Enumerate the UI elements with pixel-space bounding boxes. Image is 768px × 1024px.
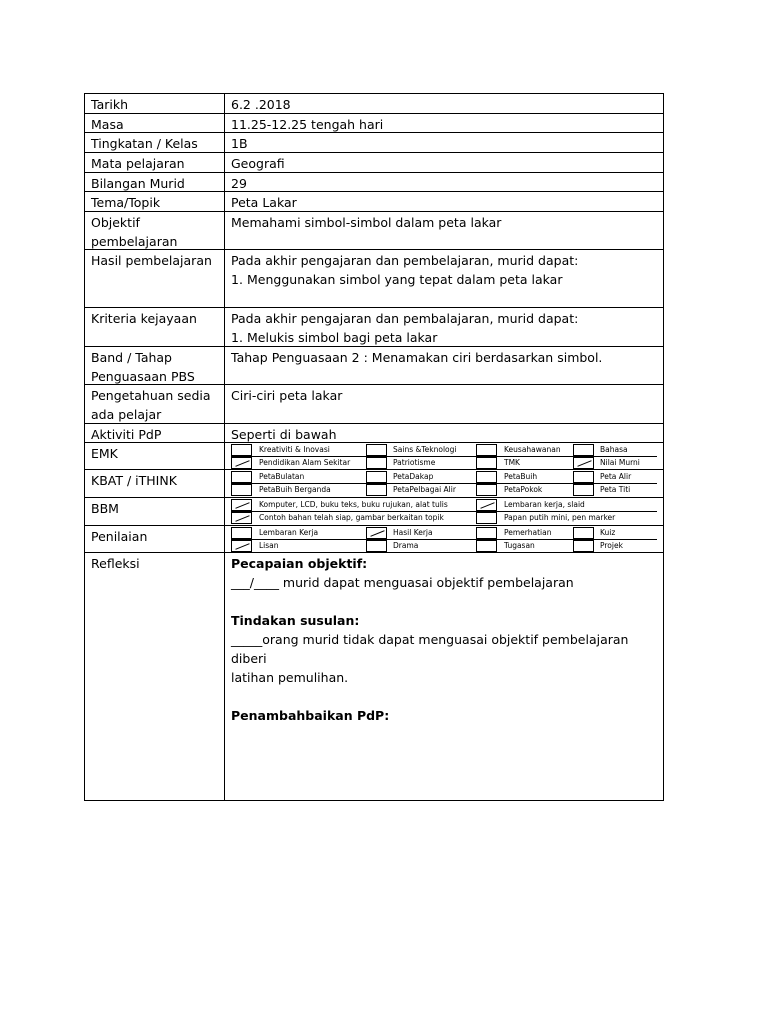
bbm-option-label: Papan putih mini, pen marker <box>504 513 616 522</box>
label-kriteria: Kriteria kejayaan <box>85 308 225 346</box>
bbm-checklist <box>225 498 663 525</box>
value-mata-pelajaran: Geografi <box>231 156 285 171</box>
emk-option-label: Kreativiti & Inovasi <box>259 445 330 454</box>
hasil-item <box>231 270 663 289</box>
label-masa: Masa <box>85 114 225 132</box>
penilaian-checkbox[interactable] <box>476 540 497 552</box>
row-tarikh <box>85 94 663 114</box>
penilaian-option-label: Pemerhatian <box>504 528 552 537</box>
label-band <box>85 347 225 384</box>
label-band-line1: Band / Tahap <box>91 350 172 365</box>
kbat-checkbox[interactable] <box>231 471 252 483</box>
penilaian-checkbox[interactable] <box>476 527 497 539</box>
kriteria-item-number: 1. <box>231 330 243 345</box>
value-objektif: Memahami simbol-simbol dalam peta lakar <box>231 215 502 230</box>
bbm-option-label: Komputer, LCD, buku teks, buku rujukan, alat tulis <box>259 500 448 509</box>
kbat-option-label: PetaBuih <box>504 472 538 481</box>
row-pengetahuan <box>85 385 663 424</box>
penilaian-option-label: Drama <box>393 541 419 550</box>
label-mata-pelajaran: Mata pelajaran <box>85 153 225 172</box>
row-kriteria <box>85 308 663 347</box>
kbat-checkbox[interactable] <box>366 484 387 496</box>
pencapaian-title: Pecapaian objektif: <box>231 556 368 571</box>
kbat-option-label: PetaPokok <box>504 485 543 494</box>
bbm-checkbox[interactable] <box>231 499 252 511</box>
emk-option-label: Sains &Teknologi <box>393 445 457 454</box>
kbat-option-label: PetaPelbagai Alir <box>393 485 456 494</box>
kbat-option-label: PetaBulatan <box>259 472 305 481</box>
penilaian-checkbox[interactable] <box>231 527 252 539</box>
penilaian-checkbox[interactable] <box>366 527 387 539</box>
kbat-checkbox[interactable] <box>476 471 497 483</box>
bbm-checkbox[interactable] <box>231 512 252 524</box>
emk-checkbox[interactable] <box>476 444 497 456</box>
emk-option-label: TMK <box>504 458 520 467</box>
checkmark-icon <box>235 502 249 509</box>
emk-option-label: Pendidikan Alam Sekitar <box>259 458 351 467</box>
row-mata-pelajaran <box>85 153 663 173</box>
emk-option-label: Patriotisme <box>393 458 436 467</box>
bbm-checkbox[interactable] <box>476 512 497 524</box>
row-emk <box>85 443 663 470</box>
hasil-item-number: 1. <box>231 272 243 287</box>
row-bbm <box>85 498 663 526</box>
label-aktiviti: Aktiviti PdP <box>85 424 225 442</box>
kbat-checkbox[interactable] <box>366 471 387 483</box>
value-refleksi <box>225 553 663 800</box>
penambahbaikan-title: Penambahbaikan PdP: <box>231 708 390 723</box>
penilaian-option-label: Hasil Kerja <box>393 528 433 537</box>
label-tarikh: Tarikh <box>85 94 225 113</box>
penilaian-checklist <box>225 526 663 552</box>
row-refleksi <box>85 553 663 800</box>
value-bilangan: 29 <box>231 176 247 191</box>
pencapaian-text: ___/____ murid dapat menguasai objektif pembelajaran <box>231 575 574 590</box>
hasil-intro: Pada akhir pengajaran dan pembelajaran, murid dapat: <box>231 253 579 268</box>
value-hasil <box>225 250 663 307</box>
checkmark-icon <box>235 543 249 550</box>
label-bilangan: Bilangan Murid <box>85 173 225 191</box>
kbat-option-label: PetaDakap <box>393 472 434 481</box>
label-tingkatan: Tingkatan / Kelas <box>85 133 225 152</box>
label-hasil: Hasil pembelajaran <box>85 250 225 307</box>
row-hasil <box>85 250 663 308</box>
emk-checkbox[interactable] <box>573 457 594 469</box>
kbat-option-label: Peta Alir <box>600 472 632 481</box>
hasil-item-text: Menggunakan simbol yang tepat dalam peta lakar <box>247 272 563 287</box>
penilaian-option-label: Lisan <box>259 541 279 550</box>
row-tema <box>85 192 663 212</box>
value-tarikh: 6.2 .2018 <box>231 97 291 112</box>
label-emk: EMK <box>85 443 225 469</box>
emk-checkbox[interactable] <box>231 457 252 469</box>
row-penilaian <box>85 526 663 553</box>
value-pengetahuan: Ciri-ciri peta lakar <box>231 388 343 403</box>
emk-checkbox[interactable] <box>366 444 387 456</box>
penilaian-option-label: Tugasan <box>504 541 535 550</box>
row-band <box>85 347 663 385</box>
emk-checkbox[interactable] <box>476 457 497 469</box>
tindakan-title: Tindakan susulan: <box>231 613 360 628</box>
checkmark-icon <box>577 460 591 467</box>
bbm-option-label: Lembaran kerja, slaid <box>504 500 585 509</box>
label-tema: Tema/Topik <box>85 192 225 211</box>
label-objektif-line2: pembelajaran <box>91 234 178 249</box>
kbat-checkbox[interactable] <box>476 484 497 496</box>
row-aktiviti <box>85 424 663 443</box>
label-objektif-line1: Objektif <box>91 215 140 230</box>
kbat-checkbox[interactable] <box>231 484 252 496</box>
tindakan-text-2: latihan pemulihan. <box>231 670 349 685</box>
value-kriteria <box>225 308 663 346</box>
penilaian-checkbox[interactable] <box>573 527 594 539</box>
row-bilangan <box>85 173 663 192</box>
label-kbat: KBAT / iTHINK <box>85 470 225 497</box>
penilaian-option-label: Lembaran Kerja <box>259 528 319 537</box>
label-pengetahuan <box>85 385 225 423</box>
bbm-checkbox[interactable] <box>476 499 497 511</box>
emk-option-label: Keusahawanan <box>504 445 561 454</box>
label-pengetahuan-line1: Pengetahuan sedia <box>91 388 211 403</box>
checkmark-icon <box>480 502 494 509</box>
penilaian-option-label: Projek <box>600 541 623 550</box>
kriteria-intro: Pada akhir pengajaran dan pembalajaran, murid dapat: <box>231 311 579 326</box>
penilaian-checkbox[interactable] <box>231 540 252 552</box>
row-objektif <box>85 212 663 250</box>
emk-option-label: Nilai Murni <box>600 458 640 467</box>
value-tingkatan: 1B <box>231 136 248 151</box>
label-band-line2: Penguasaan PBS <box>91 369 195 384</box>
emk-checkbox[interactable] <box>366 457 387 469</box>
penilaian-option-label: Kuiz <box>600 528 616 537</box>
value-tema: Peta Lakar <box>231 195 297 210</box>
value-aktiviti: Seperti di bawah <box>231 427 337 442</box>
row-masa <box>85 114 663 133</box>
bbm-option-label: Contoh bahan telah siap, gambar berkaitan topik <box>259 513 444 522</box>
tindakan-text-1: _____orang murid tidak dapat menguasai objektif pembelajaran diberi <box>231 632 629 666</box>
emk-option-label: Bahasa <box>600 445 628 454</box>
label-penilaian: Penilaian <box>85 526 225 552</box>
checkmark-icon <box>370 530 384 537</box>
kbat-checkbox[interactable] <box>573 484 594 496</box>
label-pengetahuan-line2: ada pelajar <box>91 407 162 422</box>
penilaian-checkbox[interactable] <box>573 540 594 552</box>
lesson-plan-table <box>84 93 664 801</box>
checkmark-icon <box>235 460 249 467</box>
emk-checkbox[interactable] <box>573 444 594 456</box>
kriteria-item-text: Melukis simbol bagi peta lakar <box>247 330 438 345</box>
value-band: Tahap Penguasaan 2 : Menamakan ciri berdasarkan simbol. <box>231 350 603 365</box>
label-refleksi: Refleksi <box>85 553 225 800</box>
emk-checkbox[interactable] <box>231 444 252 456</box>
kbat-option-label: Peta Titi <box>600 485 631 494</box>
penilaian-checkbox[interactable] <box>366 540 387 552</box>
row-kbat <box>85 470 663 498</box>
label-bbm: BBM <box>85 498 225 525</box>
value-masa: 11.25-12.25 tengah hari <box>231 117 384 132</box>
emk-checklist <box>225 443 663 469</box>
checkmark-icon <box>235 515 249 522</box>
kbat-checkbox[interactable] <box>573 471 594 483</box>
label-objektif <box>85 212 225 249</box>
kriteria-item <box>231 328 663 347</box>
row-tingkatan <box>85 133 663 153</box>
kbat-checklist <box>225 470 663 497</box>
kbat-option-label: PetaBuih Berganda <box>259 485 331 494</box>
